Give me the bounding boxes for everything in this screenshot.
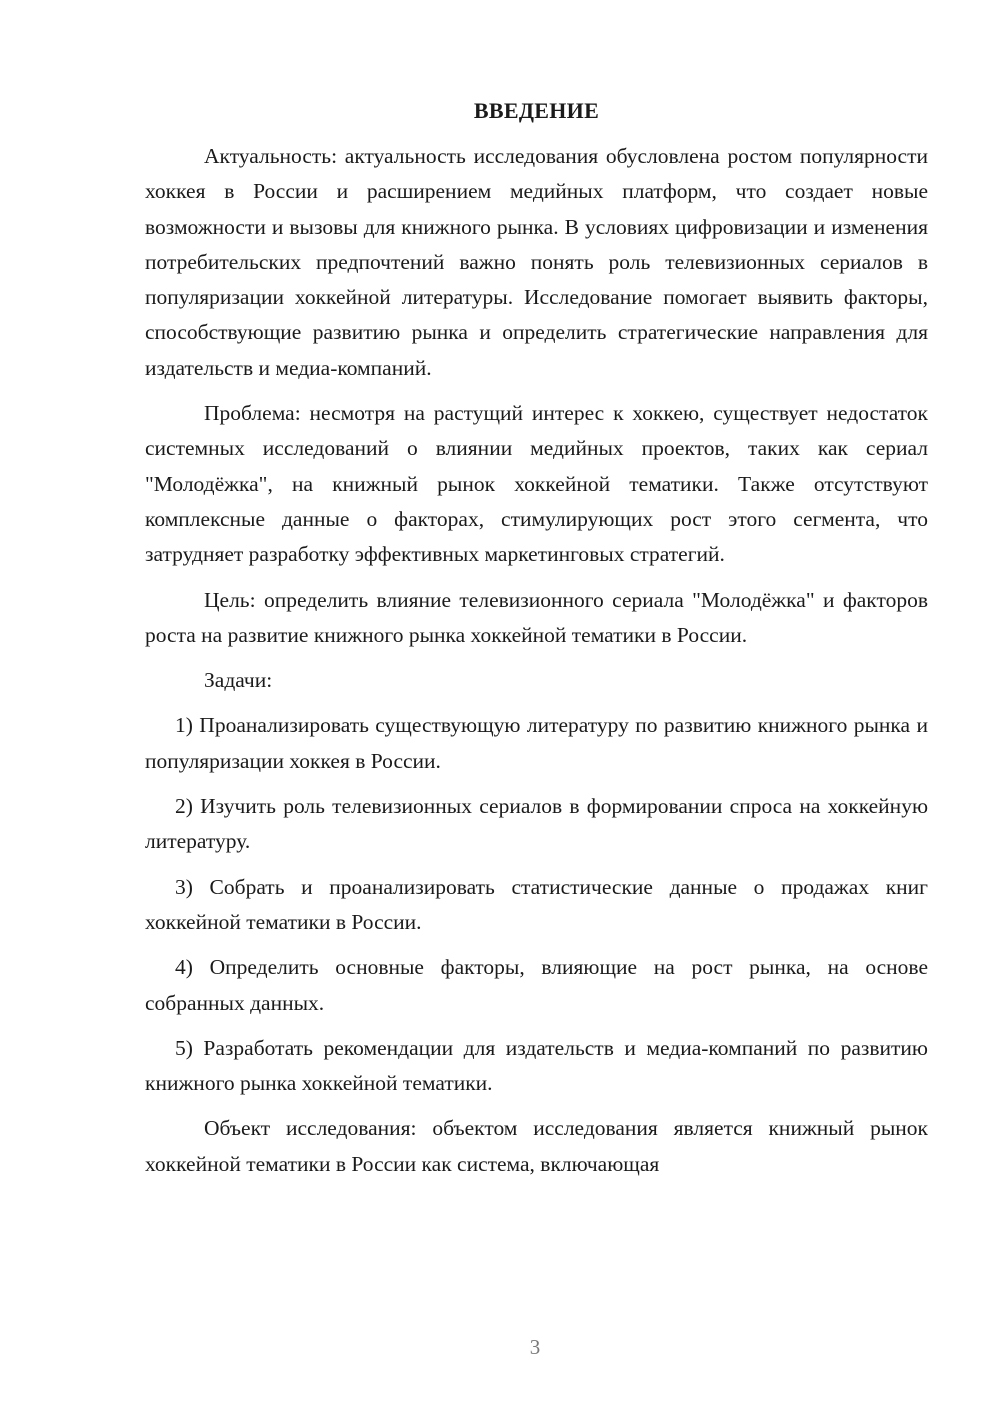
paragraph-object: Объект исследования: объектом исследования является книжный рынок хоккейной тематики в России как система, включающая bbox=[145, 1116, 928, 1176]
task-item-3: 3) Собрать и проанализировать статистические данные о продажах книг хоккейной тематики в России. bbox=[145, 874, 928, 934]
task-item-4: 4) Определить основные факторы, влияющие на рост рынка, на основе собранных данных. bbox=[145, 955, 928, 1015]
tasks-label: Задачи: bbox=[204, 668, 273, 693]
section-title: ВВЕДЕНИЕ bbox=[473, 98, 600, 123]
paragraph-goal: Цель: определить влияние телевизионного сериала "Молодёжка" и факторов роста на развитие книжного рынка хоккейной тематики в России. bbox=[145, 587, 928, 647]
paragraph-actuality: Актуальность: актуальность исследования обусловлена ростом популярности хоккея в России и расширением медийных платформ, что создает новые возможности и вызовы для книжного рынка. В условиях цифровизации и изменения потребительских предпочтений важно понять роль телевизионных сериалов в популяризации хоккейной литературы. Исследование помогает выявить факторы, способствующие развитию рынка и определить стратегические направления для издательств и медиа-компаний. bbox=[145, 144, 928, 380]
task-item-5: 5) Разработать рекомендации для издательств и медиа-компаний по развитию книжного рынка хоккейной тематики. bbox=[145, 1035, 928, 1096]
task-item-2: 2) Изучить роль телевизионных сериалов в формировании спроса на хоккейную литературу. bbox=[145, 794, 928, 854]
task-item-1: 1) Проанализировать существующую литературу по развитию книжного рынка и популяризации хоккея в России. bbox=[145, 713, 928, 773]
page-number: 3 bbox=[529, 1335, 541, 1359]
paragraph-problem: Проблема: несмотря на растущий интерес к хоккею, существует недостаток системных исследований о влиянии медийных проектов, таких как сериал "Молодёжка", на книжный рынок хоккейной тематики. Также отсутствуют комплексные данные о факторах, стимулирующих рост этого сегмента, что затрудняет разработку эффективных маркетинговых стратегий. bbox=[145, 401, 928, 567]
page-content bbox=[145, 95, 928, 1192]
